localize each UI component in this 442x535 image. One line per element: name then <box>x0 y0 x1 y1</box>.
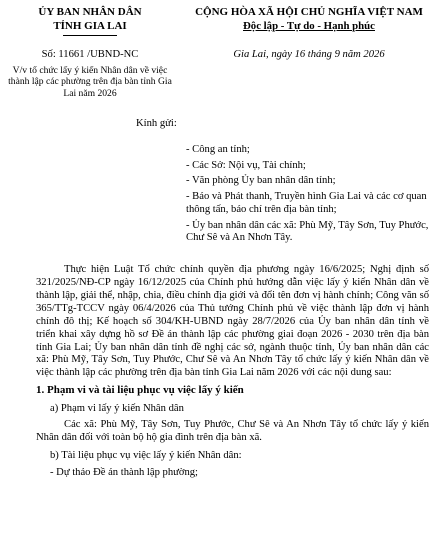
issuer-block <box>6 6 174 36</box>
issuer-province: TỈNH GIA LAI <box>53 19 127 32</box>
document-number: Số: 11661 /UBND-NC <box>41 49 139 60</box>
document-date: Gia Lai, ngày 16 tháng 9 năm 2026 <box>233 49 385 60</box>
issuer-name: ỦY BAN NHÂN DÂN <box>38 6 142 18</box>
national-title: CỘNG HÒA XÃ HỘI CHỦ NGHĨA VIỆT NAM <box>195 6 423 18</box>
intro-paragraph: Thực hiện Luật Tổ chức chính quyền địa phương ngày 16/6/2025; Nghị định số 321/2025/NĐ-CP ngày 16/12/2025 của Chính phủ hướng dẫn việc lấy ý kiến Nhân dân về thành lập, giải thể, nhập, chia, điều chỉnh địa giới và đổi tên đơn vị hành chính; Công văn số 365/TTg-TCCV ngày 06/4/2026 của Thủ tướng Chính phủ về việc thành lập đơn vị hành chính đô thị; Kế hoạch số 304/KH-UBND ngày 28/7/2026 của Ủy ban nhân dân tỉnh về triển khai xây dựng hồ sơ Đề án thành lập các phường giai đoạn 2026 - 2030 trên địa bàn tỉnh Gia Lai; Ủy ban nhân dân tỉnh đề nghị các sở, ngành thuộc tỉnh, Ủy ban nhân dân các xã: Phù Mỹ, Tây Sơn, Tuy Phước, Chư Sê và An Nhơn Tây tổ chức lấy ý kiến Nhân dân về việc thành lập các phường trên địa bàn tỉnh Gia Lai năm 2026 với các nội dung sau: <box>36 264 429 379</box>
national-title-block <box>178 6 440 33</box>
document-subject: V/v tổ chức lấy ý kiến Nhân dân về việc thành lập các phường trên địa bàn tỉnh Gia Lai năm 2026 <box>8 65 172 99</box>
recipient-item: - Các Sở: Nội vụ, Tài chính; <box>186 159 306 171</box>
section-1-heading: 1. Phạm vi và tài liệu phục vụ việc lấy ý kiến <box>36 384 244 397</box>
recipient-item: - Công an tỉnh; <box>186 144 250 155</box>
issuer-underline <box>63 35 117 36</box>
item-b-heading: b) Tài liệu phục vụ việc lấy ý kiến Nhân dân: <box>50 450 242 462</box>
item-a-heading: a) Phạm vi lấy ý kiến Nhân dân <box>50 403 184 415</box>
item-a-paragraph: Các xã: Phù Mỹ, Tây Sơn, Tuy Phước, Chư Sê và An Nhơn Tây tổ chức lấy ý kiến Nhân dân đối với toàn bộ hộ gia đình trên địa bàn xã. <box>36 419 429 444</box>
recipient-item: - Ủy ban nhân dân các xã: Phù Mỹ, Tây Sơn, Tuy Phước, Chư Sê và An Nhơn Tây. <box>186 219 429 244</box>
recipients-label: Kính gửi: <box>136 118 177 129</box>
document-body <box>36 264 429 484</box>
national-motto: Độc lập - Tự do - Hạnh phúc <box>243 19 375 32</box>
item-b-line-1: - Dự thảo Đề án thành lập phường; <box>50 467 199 479</box>
recipient-item: - Văn phòng Ủy ban nhân dân tỉnh; <box>186 175 336 187</box>
recipient-item: - Báo và Phát thanh, Truyền hình Gia Lai và các cơ quan thông tấn, báo chí trên địa bàn tỉnh; <box>186 191 427 215</box>
recipients-list <box>186 144 436 248</box>
